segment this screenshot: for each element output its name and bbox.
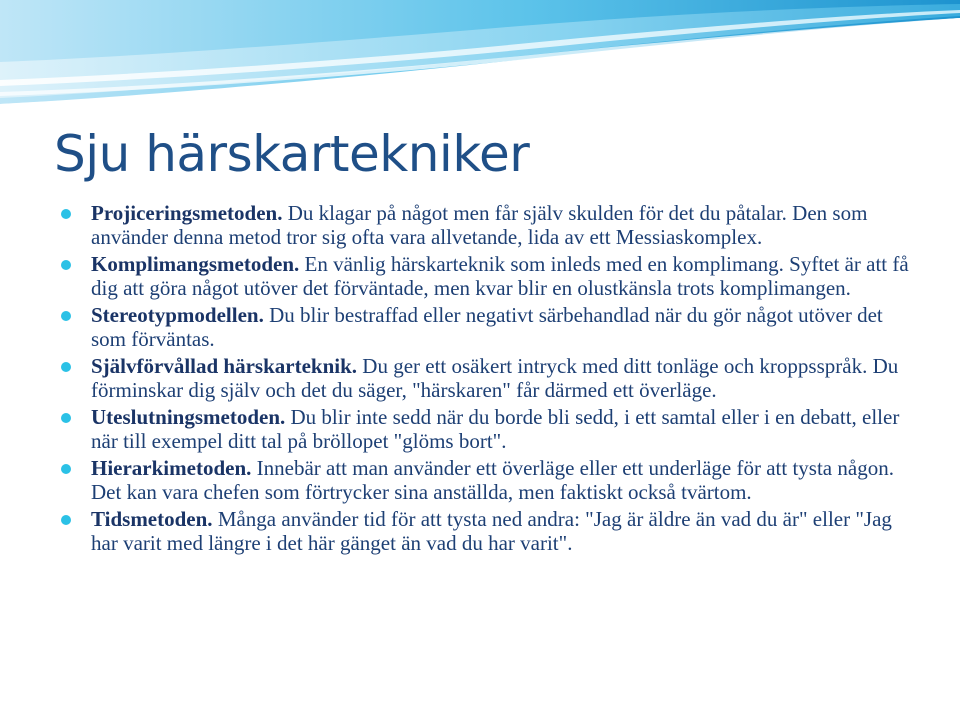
bullet-lead: Projiceringsmetoden.	[91, 201, 283, 225]
bullet-text: En vänlig härskarteknik som inleds med en komplimang. Syftet är att få dig att göra något utöver det förväntade, men kvar blir en olustkänsla trots komplimangen.	[91, 252, 909, 300]
bullet-dot-icon	[61, 464, 71, 474]
bullet-item	[0, 457, 960, 504]
bullet-dot-icon	[61, 413, 71, 423]
bullet-item	[0, 202, 960, 249]
slide-title: Sju härskartekniker	[54, 125, 530, 183]
bullet-dot-icon	[61, 311, 71, 321]
bullet-lead: Tidsmetoden.	[91, 507, 213, 531]
bullet-dot-icon	[61, 209, 71, 219]
bullet-lead: Hierarkimetoden.	[91, 456, 252, 480]
bullet-item	[0, 304, 960, 351]
bullet-text: Du blir bestraffad eller negativt särbehandlad när du gör något utöver det som förväntas.	[91, 303, 883, 351]
bullet-text: Du ger ett osäkert intryck med ditt tonläge och kroppsspråk. Du förminskar dig själv och det du säger, "härskaren" får därmed ett överläge.	[91, 354, 899, 402]
bullet-item	[0, 253, 960, 300]
decorative-wave-banner	[0, 0, 960, 110]
bullet-dot-icon	[61, 260, 71, 270]
bullet-text: Innebär att man använder ett överläge eller ett underläge för att tysta någon. Det kan vara chefen som förtrycker sina anställda, men faktiskt också tvärtom.	[91, 456, 894, 504]
bullet-list	[0, 202, 960, 559]
bullet-lead: Uteslutningsmetoden.	[91, 405, 286, 429]
bullet-dot-icon	[61, 515, 71, 525]
bullet-lead: Komplimangsmetoden.	[91, 252, 300, 276]
bullet-item	[0, 406, 960, 453]
bullet-text: Du klagar på något men får själv skulden för det du påtalar. Den som använder denna metod tror sig ofta vara allvetande, lida av ett Messiaskomplex.	[91, 201, 868, 249]
bullet-text: Många använder tid för att tysta ned andra: "Jag är äldre än vad du är" eller "Jag har varit med längre i det här gänget än vad du har varit".	[91, 507, 892, 555]
bullet-text: Du blir inte sedd när du borde bli sedd, i ett samtal eller i en debatt, eller när till exempel ditt tal på bröllopet "glöms bort".	[91, 405, 900, 453]
bullet-item	[0, 508, 960, 555]
bullet-lead: Självförvållad härskarteknik.	[91, 354, 358, 378]
bullet-lead: Stereotypmodellen.	[91, 303, 264, 327]
bullet-item	[0, 355, 960, 402]
bullet-dot-icon	[61, 362, 71, 372]
